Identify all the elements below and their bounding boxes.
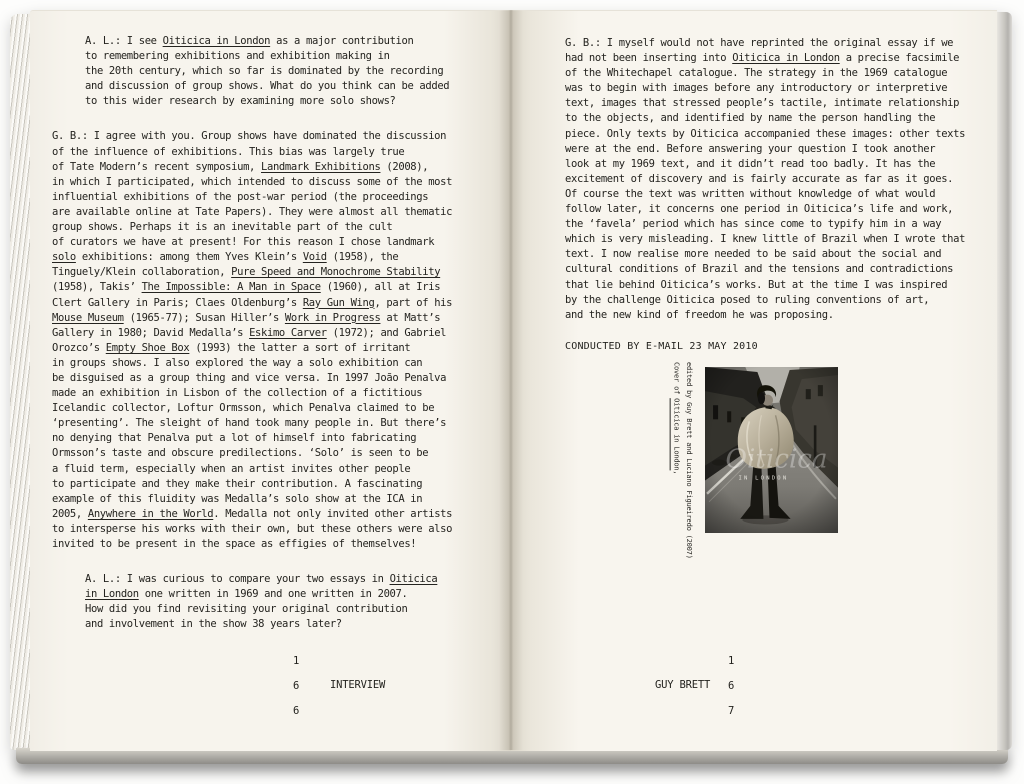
paragraph-al-question-1: A. L.: I see Oiticica in London as a major contribution to remembering exhibitions and exhibition making in the 20th century, which so far is dominated by the recording and discussion of group shows. What do you think can be added to this wider research by examining more solo shows? [85,35,450,108]
cover-photo-illustration [705,367,838,533]
book-cover-photo [705,367,838,533]
right-page-number-digit-1: 1 [728,655,735,667]
section-label-interview: INTERVIEW [330,679,386,691]
book-spread [10,8,1012,770]
right-page-text-column [565,36,989,343]
right-page-number-digit-2: 6 [728,680,735,692]
conducted-by-email-note: CONDUCTED BY E-MAIL 23 MAY 2010 [565,341,758,352]
cover-subtitle-text: IN LONDON [738,475,789,482]
left-page-number-digit-2: 6 [293,680,300,692]
paragraph-gb-answer-1: G. B.: I agree with you. Group shows have dominated the discussion of the influence of exhibitions. This bias was largely true of Tate Modern’s recent symposium, Landmark Exhibitions (2008), in which I participated, which intended to discuss some of the most influential exhibitions of the post-war period (the proceedings are available online at Tate Papers). They were almost all thematic group shows. Perhaps it is an inevitable part of the cult of curators we have at present! For this reason I chose landmark solo exhibitions: among them Yves Klein’s Void (1958), the Tinguely/Klein collaboration, Pure Speed and Monochrome Stability (1958), Takis’ The Impossible: A Man in Space (1960), all at Iris Clert Gallery in Paris; Claes Oldenburg’s Ray Gun Wing, part of his Mouse Museum (1965-77); Susan Hiller’s Work in Progress at Matt’s Gallery in 1980; David Medalla’s Eskimo Carver (1972); and Gabriel Orozco’s Empty Shoe Box (1993) the latter a sort of irritant in groups shows. I also explored the way a solo exhibition can be disguised as a group thing and vice versa. In 1997 João Penalva made an exhibition in Lisbon of the collection of a fictitious Icelandic collector, Loftur Ormsson, which Penalva claimed to be ‘presenting’. The sleight of hand took many people in. But there’s no denying that Penalva put a lot of himself into fabricating Ormsson’s taste and obscure predilections. ‘Solo’ is seen to be a fluid term, especially when an artist invites other people to participate and they make their contribution. A fascinating example of this fluidity was Medalla’s solo show at the ICA in 2005, Anywhere in the World. Medalla not only invited other artists to intersperse his works with their own, but these others were also invited to be present in the space as effigies of themselves! [52,130,453,550]
right-page-number-digit-3: 7 [728,705,735,717]
page-stack-edge-right [996,12,1012,750]
left-page-text-column [52,34,468,652]
cover-title-text: Oiticica [725,444,828,475]
photo-caption: Cover of Oiticica in London, edited by Guy Brett and Luciano Figueiredo (2007) [672,362,693,559]
left-page-number-digit-3: 6 [293,705,300,717]
left-page-number-digit-1: 1 [293,655,300,667]
page-stack-edge-left [10,14,32,750]
paragraph-gb-answer-2: G. B.: I myself would not have reprinted the original essay if we had not been inserting into Oiticica in London a precise facsimile of the Whitechapel catalogue. The strategy in the 1969 catalogue was to begin with images before any introductory or interpretive text, images that stressed people’s tactile, intimate relationship to the objects, and identified by name the person handling the piece. Only texts by Oiticica accompanied these images: other texts were at the end. Before answering your question I took another look at my 1969 text, and it didn’t read too badly. It has the excitement of discovery and is fairly accurate as far as it goes. Of course the text was written without knowledge of what would follow later, it concerns one period in Oiticica’s life and work, the ‘favela’ period which has since come to typify him in a way which is very misleading. I knew little of Brazil when I wrote that text. I now realise more needed to be said about the social and cultural conditions of Brazil and the tensions and contradictions that lie behind Oiticica’s works. But at the time I was inspired by the challenge Oiticica posed to ruling conventions of art, and the new kind of freedom he was proposing. [565,37,966,321]
author-label-guy-brett: GUY BRETT [655,679,711,691]
left-page-number [293,649,307,724]
paragraph-al-question-2: A. L.: I was curious to compare your two essays in Oiticica in London one written in 1969 and one written in 2007. How did you find revisiting your original contribution and involvement in the show 38 years later? [85,573,438,631]
right-page-number [728,649,742,724]
